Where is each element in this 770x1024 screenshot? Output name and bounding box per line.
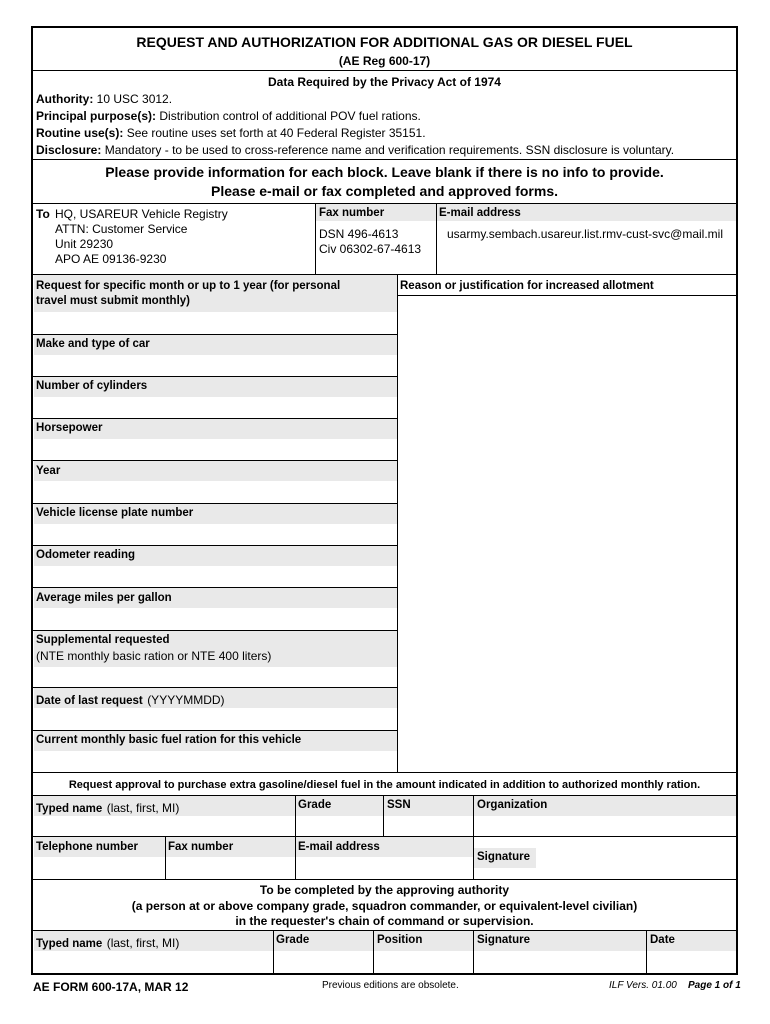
plate-input[interactable] <box>36 525 398 545</box>
requester-ssn-input[interactable] <box>385 817 475 837</box>
horsepower-input[interactable] <box>36 440 398 460</box>
approver-line3: in the requester's chain of command or supervision. <box>235 914 534 928</box>
privacy-authority: Authority: 10 USC 3012. <box>36 92 173 106</box>
privacy-heading: Data Required by the Privacy Act of 1974 <box>268 75 501 89</box>
plate-label: Vehicle license plate number <box>36 507 194 519</box>
version: ILF Vers. 01.00 <box>609 980 677 991</box>
to-line1: HQ, USAREUR Vehicle Registry <box>55 207 228 221</box>
requester-fax-label: Fax number <box>168 841 234 853</box>
basic-ration-input[interactable] <box>36 752 398 772</box>
make-label: Make and type of car <box>36 338 150 350</box>
requester-email-label: E-mail address <box>298 841 380 853</box>
approver-line1: To be completed by the approving authority <box>259 883 510 897</box>
approver-typed-name-label: Typed name (last, first, MI) <box>36 936 180 950</box>
requester-organization-label: Organization <box>477 799 548 811</box>
approver-typed-name-input[interactable] <box>36 953 274 973</box>
year-input[interactable] <box>36 483 398 503</box>
requester-signature-field[interactable] <box>538 842 738 878</box>
fax-dsn: DSN 496-4613 <box>319 227 399 241</box>
requester-typed-name-label: Typed name (last, first, MI) <box>36 801 180 815</box>
requester-typed-name-input[interactable] <box>36 817 296 837</box>
to-label: To <box>36 207 50 221</box>
year-label: Year <box>36 465 61 477</box>
form-id: AE FORM 600-17A, MAR 12 <box>33 980 189 994</box>
email-label: E-mail address <box>439 207 521 219</box>
approver-signature-field[interactable] <box>475 953 648 973</box>
divider <box>315 204 316 274</box>
supplemental-label: Supplemental requested <box>36 634 170 646</box>
last-request-label: Date of last request (YYYYMMDD) <box>36 693 225 707</box>
requester-telephone-input[interactable] <box>36 859 167 879</box>
supplemental-input[interactable] <box>36 668 398 688</box>
last-request-input[interactable] <box>36 710 398 730</box>
requester-signature-label: Signature <box>477 851 531 863</box>
fax-label: Fax number <box>319 207 385 219</box>
obsolete-note: Previous editions are obsolete. <box>322 980 459 991</box>
form-regulation: (AE Reg 600-17) <box>338 54 431 68</box>
privacy-disclosure: Disclosure: Mandatory - to be used to cross-reference name and verification requirements. SSN disclosure is voluntary. <box>36 143 675 157</box>
requester-email-input[interactable] <box>297 859 475 879</box>
page-number: Page 1 of 1 <box>688 980 741 991</box>
requester-ssn-label: SSN <box>387 799 411 811</box>
form-title: REQUEST AND AUTHORIZATION FOR ADDITIONAL GAS OR DIESEL FUEL <box>136 34 633 50</box>
approver-position-input[interactable] <box>375 953 475 973</box>
requester-telephone-label: Telephone number <box>36 841 139 853</box>
cylinders-label: Number of cylinders <box>36 380 148 392</box>
privacy-purpose: Principal purpose(s): Distribution control of additional POV fuel rations. <box>36 109 421 123</box>
divider <box>33 70 736 71</box>
basic-ration-label: Current monthly basic fuel ration for this vehicle <box>36 734 302 746</box>
cylinders-input[interactable] <box>36 398 398 418</box>
requester-grade-label: Grade <box>298 799 332 811</box>
approver-grade-label: Grade <box>276 934 310 946</box>
period-input[interactable] <box>36 313 398 333</box>
odometer-label: Odometer reading <box>36 549 136 561</box>
reason-label: Reason or justification for increased allotment <box>400 280 654 292</box>
approver-date-label: Date <box>650 934 675 946</box>
approver-line2: (a person at or above company grade, squadron commander, or equivalent-level civilian) <box>131 899 638 913</box>
approver-position-label: Position <box>377 934 423 946</box>
shade <box>34 461 397 481</box>
email-value: usarmy.sembach.usareur.list.rmv-cust-svc@mail.mil <box>447 227 724 241</box>
reason-input[interactable] <box>399 297 738 773</box>
approver-grade-input[interactable] <box>275 953 375 973</box>
to-line2: ATTN: Customer Service <box>55 222 188 236</box>
approver-date-input[interactable] <box>648 953 738 973</box>
instructions-line2: Please e-mail or fax completed and approved forms. <box>211 183 558 199</box>
divider <box>33 159 736 160</box>
approver-signature-label: Signature <box>477 934 531 946</box>
period-label-line1: Request for specific month or up to 1 year (for personal <box>36 280 341 292</box>
make-input[interactable] <box>36 356 398 376</box>
mpg-label: Average miles per gallon <box>36 592 172 604</box>
requester-grade-input[interactable] <box>297 817 385 837</box>
divider <box>33 772 736 773</box>
divider <box>33 879 736 880</box>
instructions-line1: Please provide information for each block. Leave blank if there is no info to provide. <box>105 164 664 180</box>
odometer-input[interactable] <box>36 567 398 587</box>
requester-organization-input[interactable] <box>475 817 738 837</box>
divider <box>397 275 398 772</box>
period-label-line2: travel must submit monthly) <box>36 295 190 307</box>
to-line3: Unit 29230 <box>55 237 114 251</box>
mpg-input[interactable] <box>36 610 398 630</box>
fax-civ: Civ 06302-67-4613 <box>319 242 422 256</box>
privacy-routine: Routine use(s): See routine uses set forth at 40 Federal Register 35151. <box>36 126 426 140</box>
divider <box>397 295 736 296</box>
requester-statement: Request approval to purchase extra gasoline/diesel fuel in the amount indicated in addition to authorized monthly ration. <box>68 779 701 791</box>
divider <box>436 204 437 274</box>
to-line4: APO AE 09136-9230 <box>55 252 167 266</box>
supplemental-note: (NTE monthly basic ration or NTE 400 liters) <box>36 649 272 663</box>
requester-fax-input[interactable] <box>167 859 297 879</box>
horsepower-label: Horsepower <box>36 422 103 434</box>
